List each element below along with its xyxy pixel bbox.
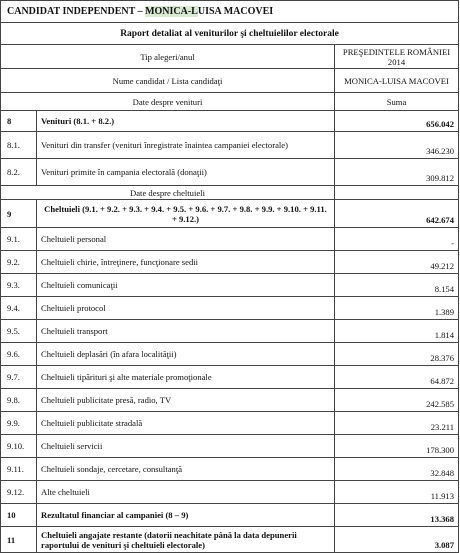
- table-row: [1, 228, 459, 251]
- row-number: 9.9.: [1, 412, 37, 435]
- row-number: 9.3.: [1, 274, 37, 297]
- row-value: 23.211: [335, 412, 459, 435]
- row-number: 8.2.: [1, 159, 37, 186]
- income-section-label: Date despre venituri: [1, 93, 335, 111]
- table-row: [1, 389, 459, 412]
- row-value: 242.585: [335, 389, 459, 412]
- row-label: Cheltuieli servicii: [37, 435, 335, 458]
- table-row: [1, 132, 459, 159]
- election-row: [1, 45, 459, 69]
- row-label: Alte cheltuieli: [37, 481, 335, 504]
- table-row: [1, 481, 459, 504]
- row-value: 3.087: [335, 527, 459, 553]
- row-value: 346.230: [335, 132, 459, 159]
- table-row: [1, 527, 459, 553]
- table-row: [1, 320, 459, 343]
- row-number: 9.12.: [1, 481, 37, 504]
- expense-section-label: Date despre cheltuieli: [1, 186, 335, 200]
- row-number: 9: [1, 200, 37, 228]
- candidate-label: Nume candidat / Lista candidaţi: [1, 69, 335, 93]
- row-label: Cheltuieli transport: [37, 320, 335, 343]
- row-number: 9.11.: [1, 458, 37, 481]
- row-label: Cheltuieli publicitate presă, radio, TV: [37, 389, 335, 412]
- table-row: [1, 111, 459, 132]
- row-value: 11.913: [335, 481, 459, 504]
- row-value: 13.368: [335, 504, 459, 527]
- row-label: Venituri din transfer (venituri înregistrate înaintea campaniei electorale): [37, 132, 335, 159]
- row-number: 9.1.: [1, 228, 37, 251]
- row-number: 10: [1, 504, 37, 527]
- table-row: [1, 297, 459, 320]
- row-value: 1.389: [335, 297, 459, 320]
- election-label: Tip alegeri/anul: [1, 45, 335, 69]
- row-number: 9.4.: [1, 297, 37, 320]
- row-value: 656.042: [335, 111, 459, 132]
- report-title-row: [1, 23, 459, 45]
- row-label: Venituri primite în campania electorală (donaţii): [37, 159, 335, 186]
- row-label: Cheltuieli chirie, întreţinere, funcţionare sedii: [37, 251, 335, 274]
- table-row: [1, 251, 459, 274]
- row-label: Cheltuieli deplasări (în afara localităţii): [37, 343, 335, 366]
- table-row: [1, 458, 459, 481]
- table-row: [1, 366, 459, 389]
- row-label: Cheltuieli comunicaţii: [37, 274, 335, 297]
- table-row: [1, 412, 459, 435]
- row-label: Cheltuieli publicitate stradală: [37, 412, 335, 435]
- election-value: PREŞEDINTELE ROMÂNIEI 2014: [335, 45, 459, 69]
- row-number: 11: [1, 527, 37, 553]
- row-label: Cheltuieli sondaje, cercetare, consultanţă: [37, 458, 335, 481]
- row-label: Venituri (8.1. + 8.2.): [37, 111, 335, 132]
- candidate-header-row: [1, 1, 459, 23]
- row-label: Cheltuieli angajate restante (datorii neachitate până la data depunerii raportului de venituri şi cheltuieli electorale): [37, 527, 335, 553]
- row-value: 309.812: [335, 159, 459, 186]
- row-number: 9.7.: [1, 366, 37, 389]
- row-label: Cheltuieli (9.1. + 9.2. + 9.3. + 9.4. + 9.5. + 9.6. + 9.7. + 9.8. + 9.9. + 9.10. + 9.11. + 9.12.): [37, 200, 335, 228]
- row-value: 28.376: [335, 343, 459, 366]
- row-number: 8: [1, 111, 37, 132]
- table-row: [1, 435, 459, 458]
- report-title: Raport detaliat al veniturilor şi cheltuielilor electorale: [1, 23, 459, 45]
- expense-rows: [1, 200, 459, 553]
- row-value: 178.300: [335, 435, 459, 458]
- income-section-row: [1, 93, 459, 111]
- row-label: Cheltuieli personal: [37, 228, 335, 251]
- row-label: Cheltuieli tipărituri şi alte materiale promoţionale: [37, 366, 335, 389]
- row-number: 8.1.: [1, 132, 37, 159]
- row-value: 1.814: [335, 320, 459, 343]
- table-row: [1, 200, 459, 228]
- expense-section-row: [1, 186, 459, 200]
- row-value: -: [335, 228, 459, 251]
- expense-section-empty: [335, 186, 459, 200]
- candidate-row: [1, 69, 459, 93]
- row-number: 9.6.: [1, 343, 37, 366]
- row-value: 49.212: [335, 251, 459, 274]
- row-value: 64.872: [335, 366, 459, 389]
- row-value: 32.848: [335, 458, 459, 481]
- row-number: 9.5.: [1, 320, 37, 343]
- sum-label: Suma: [335, 93, 459, 111]
- row-label: Cheltuieli protocol: [37, 297, 335, 320]
- header-prefix: CANDIDAT INDEPENDENT –: [7, 5, 146, 17]
- table-row: [1, 159, 459, 186]
- row-number: 9.10.: [1, 435, 37, 458]
- header-highlight: MONICA-L: [145, 5, 198, 17]
- candidate-value: MONICA-LUISA MACOVEI: [335, 69, 459, 93]
- row-number: 9.2.: [1, 251, 37, 274]
- row-value: 8.154: [335, 274, 459, 297]
- table-row: [1, 343, 459, 366]
- row-number: 9.8.: [1, 389, 37, 412]
- candidate-header: [1, 1, 459, 23]
- header-suffix: UISA MACOVEI: [197, 5, 274, 17]
- row-label: Rezultatul financiar al campaniei (8 – 9): [37, 504, 335, 527]
- table-row: [1, 274, 459, 297]
- row-value: 642.674: [335, 200, 459, 228]
- table-row: [1, 504, 459, 527]
- income-rows: [1, 111, 459, 186]
